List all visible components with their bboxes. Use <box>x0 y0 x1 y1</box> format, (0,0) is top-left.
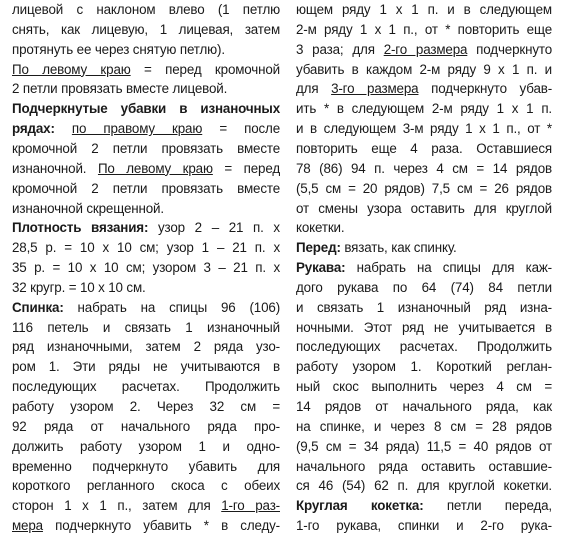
text-segment: ющем ряду 1 х 1 п. и в следующем <box>296 2 552 17</box>
text-segment: лицевой с наклоном влево (1 петлю <box>12 2 280 17</box>
bold-heading-text: Рукава: <box>296 260 346 276</box>
text-line <box>12 99 280 118</box>
text-line <box>296 218 552 237</box>
underlined-text: мера <box>12 518 43 534</box>
text-segment: и связать 1 изнаночный ряд изна- <box>296 299 552 315</box>
text-segment: узор 2 – 21 п. х <box>148 220 280 236</box>
text-segment: кромочной 2 петли провязать вместе <box>12 140 280 156</box>
text-segment: (9,5 см = 34 ряда) 11,5 = 40 рядов от <box>296 438 552 454</box>
text-line <box>12 159 280 178</box>
text-line <box>296 99 552 118</box>
text-line <box>296 337 552 356</box>
text-segment: последующих расчетах. Продолжить <box>296 339 552 355</box>
text-line <box>12 298 280 317</box>
text-line <box>12 258 280 277</box>
text-line <box>296 318 552 337</box>
text-segment: 2 петли провязать вместе лицевой. <box>12 81 228 97</box>
underlined-text: по правому краю <box>71 121 203 137</box>
text-line <box>12 476 280 495</box>
text-line <box>12 60 280 79</box>
text-segment: (5,5 см = 20 рядов) 7,5 см = 26 рядов <box>296 180 552 196</box>
underlined-text: По левому краю <box>97 160 213 176</box>
text-segment: 1-го рукава, спинки и 2-го рука- <box>296 518 552 534</box>
text-segment: 2-м ряду 1 х 1 п., от * повторить еще <box>296 21 552 37</box>
text-segment: от смены узора оставить для круглой <box>296 200 552 216</box>
text-segment <box>55 121 72 136</box>
text-segment: ряд изнаночными, затем 2 ряда узо- <box>12 339 280 355</box>
underlined-text: 3-го размера <box>331 81 419 97</box>
text-segment: снять, как лицевую, 1 лицевая, затем <box>12 21 280 37</box>
text-line <box>12 238 280 257</box>
text-line <box>296 298 552 317</box>
text-line <box>296 238 552 257</box>
text-segment: 78 (86) 94 п. через 4 см = 14 рядов <box>296 160 552 176</box>
text-segment: временно подчеркнуто убавить для <box>12 458 280 474</box>
text-line <box>12 199 280 218</box>
text-segment: 32 кругр. = 10 х 10 см. <box>12 279 146 295</box>
text-line <box>12 40 280 59</box>
text-line <box>12 20 280 39</box>
text-segment: подчеркнуто <box>467 41 552 57</box>
text-segment: 28,5 р. = 10 х 10 см; узор 1 – 21 п. х <box>12 240 280 256</box>
text-segment: протянуть ее через снятую петлю). <box>12 41 225 57</box>
text-line <box>296 258 552 277</box>
text-line <box>296 199 552 218</box>
bold-heading-text: Плотность вязания: <box>12 220 149 236</box>
text-line <box>296 437 552 456</box>
text-segment: подчеркнуто убавить * в следу- <box>42 518 280 534</box>
text-line <box>296 139 552 158</box>
underlined-text: По левому краю <box>12 61 131 77</box>
text-segment: ный скос выполнить через 4 см = <box>296 379 552 395</box>
text-segment: работу узором 1. Короткий реглан- <box>296 359 552 375</box>
text-segment: 3 раза; для <box>296 41 384 57</box>
text-segment: кокетки. <box>296 220 345 236</box>
text-line <box>12 218 280 237</box>
text-segment: набрать на спицы для каж- <box>345 260 552 276</box>
text-line <box>296 79 552 98</box>
text-segment: и в следующем 3-м ряду 1 х 1 п., от * <box>296 121 552 137</box>
text-line <box>296 60 552 79</box>
text-line <box>296 357 552 376</box>
text-segment: начального ряда оставить оставшие- <box>296 458 552 474</box>
text-line <box>12 496 280 515</box>
text-line <box>12 119 280 138</box>
text-line <box>12 79 280 98</box>
text-segment: 92 ряда от начального ряда про- <box>12 418 280 434</box>
text-segment: набрать на спицы 96 (106) <box>63 299 280 315</box>
text-segment: для <box>296 81 332 97</box>
text-segment: изнаночной. <box>12 160 98 176</box>
text-line <box>12 357 280 376</box>
text-segment: = после <box>202 121 280 137</box>
text-line <box>12 457 280 476</box>
bold-heading-text: Перед: <box>296 240 341 256</box>
text-segment: работу узором 2. Через 32 см = <box>12 399 280 414</box>
text-line <box>12 516 280 535</box>
text-segment: повторить еще 4 раза. Оставшиеся <box>296 140 552 156</box>
text-line <box>12 139 280 158</box>
text-line <box>12 179 280 198</box>
text-segment: петли переда, <box>423 498 552 514</box>
text-line <box>296 457 552 476</box>
text-line <box>296 496 552 515</box>
text-segment: 116 петель и связать 1 изнаночный <box>12 319 280 335</box>
text-segment: должить работу узором 1 и одно- <box>12 438 280 454</box>
text-segment: сторон 1 х 1 п., затем для <box>12 498 222 514</box>
text-segment: дого рукава по 64 (74) 84 петли <box>296 279 552 295</box>
text-segment: ся 46 (54) 62 п. для круглой кокетки. <box>296 478 552 494</box>
underlined-text: 1-го раз- <box>221 498 280 514</box>
text-line <box>296 179 552 198</box>
text-line <box>296 40 552 59</box>
text-line <box>12 318 280 337</box>
text-segment: 35 р. = 10 х 10 см; узором 3 – 21 п. х <box>12 260 280 276</box>
text-segment: вязать, как спинку. <box>340 240 457 256</box>
underlined-text: 2-го размера <box>383 41 468 57</box>
text-line <box>12 397 280 416</box>
text-segment: последующих расчетах. Продолжить <box>12 379 280 395</box>
text-line <box>12 0 280 19</box>
text-line <box>296 119 552 138</box>
text-line <box>12 377 280 396</box>
text-segment: изнаночной скрещенной. <box>12 200 164 216</box>
text-line <box>12 437 280 456</box>
text-segment: ночными. Этот ряд не учитывается в <box>296 319 552 335</box>
text-segment: короткого регланного скоса с обеих <box>12 478 280 494</box>
text-line <box>296 377 552 396</box>
text-segment: подчеркнуто убав- <box>418 81 553 97</box>
text-segment: на спинке, и через 8 см = 28 рядов <box>296 418 552 434</box>
text-segment: = перед <box>212 160 280 176</box>
text-line <box>296 20 552 39</box>
bold-heading-text: Круглая кокетка: <box>296 498 424 514</box>
text-segment: 14 рядов от начального ряда, как <box>296 399 552 414</box>
text-line <box>12 417 280 436</box>
bold-heading-text: Спинка: <box>12 299 64 315</box>
text-line <box>296 278 552 297</box>
text-segment: ить * в следующем 2-м ряду 1 х 1 п. <box>296 101 552 117</box>
bold-heading-text: Подчеркнутые убавки в изнаночных <box>12 101 280 117</box>
text-segment: = перед кромочной <box>130 61 280 77</box>
text-segment: кромочной 2 петли провязать вместе <box>12 180 280 196</box>
text-line <box>12 337 280 356</box>
text-line <box>12 278 280 297</box>
text-segment: убавить в каждом 2-м ряду 9 х 1 п. и <box>296 61 552 77</box>
text-line <box>296 516 552 535</box>
text-line <box>296 397 552 416</box>
text-line <box>296 159 552 178</box>
bold-heading-text: рядах: <box>12 121 55 137</box>
text-line <box>296 417 552 436</box>
text-line <box>296 0 552 19</box>
text-line <box>296 476 552 495</box>
text-segment: ром 1. Эти ряды не учитываются в <box>12 359 280 375</box>
